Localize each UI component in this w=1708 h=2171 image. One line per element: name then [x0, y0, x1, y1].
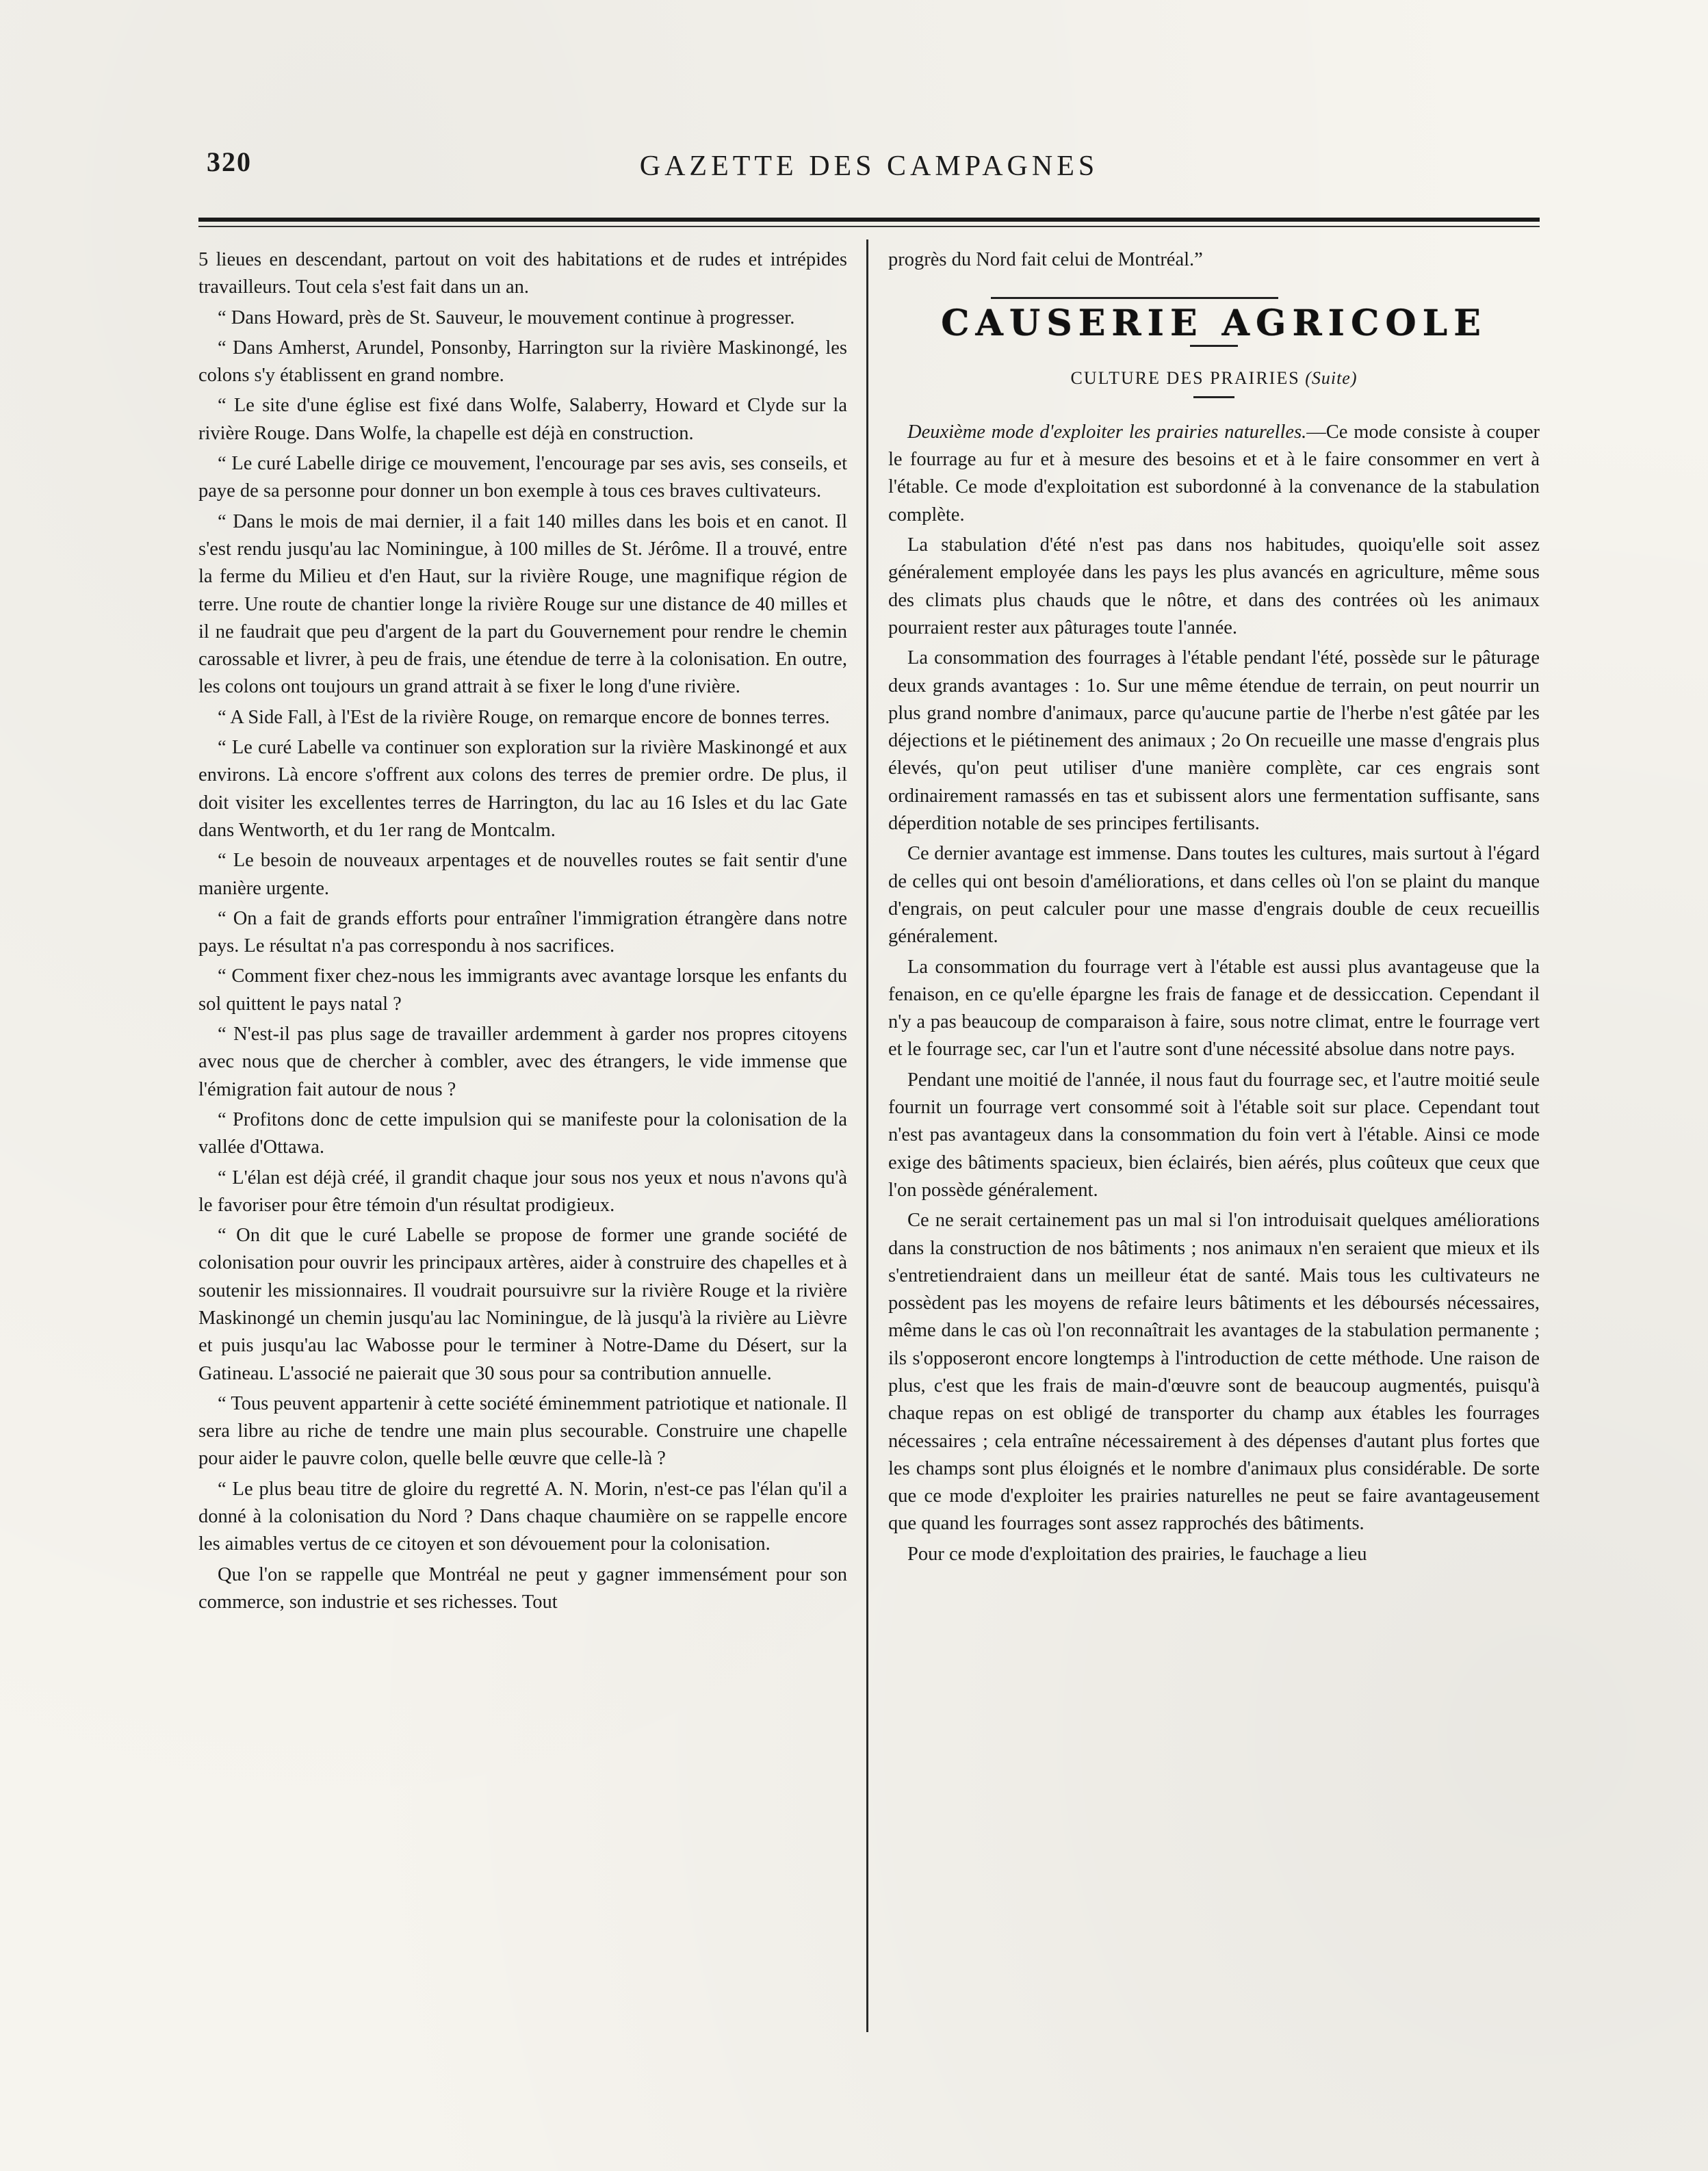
continuation-line: progrès du Nord fait celui de Montréal.” — [888, 249, 1203, 270]
left-paragraph: “ N'est-il pas plus sage de travailler ardemment à garder nos propres citoyens avec nous que de chercher à combler, avec des étrangers, le vide immense que l'émigration fait autour de nous ? — [198, 1024, 847, 1100]
page-number: 320 — [207, 146, 252, 177]
right-paragraph: Ce ne serait certainement pas un mal si l'on introduisait quelques améliorations dans la construction de nos bâtiments ; nos animaux n'en seraient que mieux et ils s'entretiendraient dans un meilleur état de santé. Mais tous les cultivateurs ne possèdent pas les moyens de refaire leurs bâtiments et les déboursés nécessaires, même dans le cas où l'on reconnaîtrait les avantages de la stabulation permanente ; ils s'opposeront encore longtemps à l'introduction de cette méthode. Une raison de plus, c'est que les frais de main-d'œuvre sont de beaucoup augmentés, puisqu'à chaque repas on est obligé de transporter du champ aux étables les fourrages nécessaires ; cela entraîne nécessairement à des dépenses d'autant plus fortes que les champs sont plus éloignés et le nombre d'animaux plus considérable. De sorte que ce mode d'exploiter les prairies naturelles ne peut se faire avantageusement que quand les fourrages sont assez rapprochés des bâtiments. — [888, 1210, 1540, 1535]
left-paragraph: “ Dans Amherst, Arundel, Ponsonby, Harrington sur la rivière Maskinongé, les colons s'y établissent en grand nombre. — [198, 337, 847, 387]
left-paragraph: 5 lieues en descendant, partout on voit des habitations et de rudes et intrépides travailleurs. Tout cela s'est fait dans un an. — [198, 249, 847, 298]
left-paragraph: “ Tous peuvent appartenir à cette société éminemment patriotique et nationale. Il sera libre au riche de tendre une main plus secourable. Construire une chapelle pour aider le pauvre colon, quelle belle œuvre que celle-là ? — [198, 1392, 847, 1470]
right-paragraph: La stabulation d'été n'est pas dans nos habitudes, quoiqu'elle soit assez généralement employée dans les pays les plus avancés en agriculture, même sous des climats plus chauds que le nôtre, et dans des contrées où les animaux pourraient rester aux pâturages toute l'année. — [888, 534, 1540, 638]
right-paragraph: La consommation des fourrages à l'étable pendant l'été, possède sur le pâturage deux grands avantages : 1o. Sur une même étendue de terrain, on peut nourrir un plus grand nombre d'animaux, parce qu'aucune partie de l'herbe n'est gâtée par les déjections et le piétinement des animaux ; 2o On recueille une masse d'engrais plus élevés, qu'on peut utiliser d'une manière complète, car ces engrais sont ordinairement ramassés en tas et subissent alors une fermentation suffisante, sans déperdition notable de ses principes fertilisants. — [888, 647, 1540, 835]
left-paragraph: Que l'on se rappelle que Montréal ne peut y gagner immensément pour son commerce, son industrie et ses richesses. Tout — [198, 1563, 847, 1613]
section-title: CAUSERIE AGRICOLE — [941, 302, 1487, 345]
left-paragraph: “ L'élan est déjà créé, il grandit chaque jour sous nos yeux et nous n'avons qu'à le favoriser pour être témoin d'un résultat prodigieux. — [198, 1167, 847, 1216]
lead-italic: Deuxième mode d'exploiter les prairies naturelles. — [907, 421, 1307, 443]
section-divider — [991, 297, 1278, 299]
page-header — [198, 140, 1540, 202]
left-paragraph: “ Le site d'une église est fixé dans Wolfe, Salaberry, Howard et Clyde sur la rivière Rouge. Dans Wolfe, la chapelle est déjà en construction. — [198, 395, 847, 444]
left-paragraph: “ Dans Howard, près de St. Sauveur, le mouvement continue à progresser. — [218, 307, 795, 328]
subtitle-underline — [1193, 396, 1234, 398]
header-rule-thick — [198, 218, 1540, 222]
left-paragraph: “ Le curé Labelle va continuer son exploration sur la rivière Maskinongé et aux environs. Là encore s'offrent aux colons des terres de premier ordre. De plus, il doit visiter les excellentes terres de Harrington, du lac au 16 Isles et du lac Gate dans Wentworth, et du 1er rang de Montcalm. — [198, 737, 847, 841]
column-separator — [866, 239, 868, 2032]
right-paragraph: Pour ce mode d'exploitation des prairies, le fauchage a lieu — [907, 1543, 1367, 1565]
title-underline — [1190, 345, 1238, 347]
left-paragraph: “ Comment fixer chez-nous les immigrants avec avantage lorsque les enfants du sol quittent le pays natal ? — [198, 965, 847, 1015]
left-paragraph: “ Le curé Labelle dirige ce mouvement, l'encourage par ses avis, ses conseils, et paye de sa personne pour donner un bon exemple à tous ces braves cultivateurs. — [198, 453, 847, 502]
left-paragraph: “ On dit que le curé Labelle se propose de former une grande société de colonisation pour ouvrir les principaux artères, aider à construire des chapelles et à soutenir les missionnaires. Il voudrait poursuivre sur la rivière Rouge et la rivière Maskinongé un chemin jusqu'au lac Nominingue, de là jusqu'à la rivière au Lièvre et puis jusqu'au lac Wabosse pour le terminer à Notre-Dame du Désert, sur la Gatineau. L'associé ne paierait que 30 sous pour sa contribution annuelle. — [198, 1225, 847, 1384]
left-paragraph: “ On a fait de grands efforts pour entraîner l'immigration étrangère dans notre pays. Le résultat n'a pas correspondu à nos sacrifices. — [198, 907, 847, 957]
right-paragraph-lead — [888, 419, 1540, 529]
left-paragraph: “ Le plus beau titre de gloire du regretté A. N. Morin, n'est-ce pas l'élan qu'il a donné à la colonisation du Nord ? Dans chaque chaumière on se rappelle encore les aimables vertus de ce citoyen et son dévouement pour la colonisation. — [198, 1478, 847, 1555]
left-column — [198, 246, 847, 1619]
journal-title: GAZETTE DES CAMPAGNES — [639, 151, 1099, 182]
right-paragraph: La consommation du fourrage vert à l'étable est aussi plus avantageuse que la fenaison, en ce qu'elle épargne les frais de fanage et de dessiccation. Cependant il n'y a pas beaucoup de comparaison à faire, sous notre climat, entre le fourrage vert et le fourrage sec, car l'un et l'autre sont d'une nécessité absolue dans notre pays. — [888, 956, 1540, 1061]
left-paragraph: “ A Side Fall, à l'Est de la rivière Rouge, on remarque encore de bonnes terres. — [218, 706, 830, 728]
subtitle-suite: (Suite) — [1305, 367, 1358, 388]
right-column — [888, 246, 1540, 1571]
subtitle-main: CULTURE DES PRAIRIES — [1070, 367, 1300, 388]
right-paragraph: Ce dernier avantage est immense. Dans toutes les cultures, mais surtout à l'égard de celles qui ont besoin d'améliorations, et dans celles où l'on se plaint du manque d'engrais, on peut calculer pour une masse d'engrais double de ceux recueillis généralement. — [888, 843, 1540, 948]
header-rule-thin — [198, 226, 1540, 227]
left-paragraph: “ Profitons donc de cette impulsion qui se manifeste pour la colonisation de la vallée d'Ottawa. — [198, 1108, 847, 1158]
lead-text: —Ce mode consiste à couper le fourrage au fur et à mesure des besoins et et à le faire consommer en vert à l'étable. Ce mode d'exploitation est subordonné à la convenance de la stabulation complète. — [888, 421, 1540, 525]
section-subtitle — [888, 365, 1540, 392]
left-paragraph: “ Le besoin de nouveaux arpentages et de nouvelles routes se fait sentir d'une manière urgente. — [198, 850, 847, 899]
left-paragraph: “ Dans le mois de mai dernier, il a fait 140 milles dans les bois et en canot. Il s'est rendu jusqu'au lac Nominingue, à 100 milles de St. Jérôme. Il a trouvé, entre la ferme du Milieu et d'en Haut, sur la rivière Rouge, une magnifique région de terre. Une route de chantier longe la rivière Rouge sur une distance de 40 milles et il ne faudrait que peu d'argent de la part du Gouvernement pour rendre le chemin carossable et livrer, à peu de frais, une étendue de terre à la colonisation. En outre, les colons ont toujours un grand attrait à se fixer le long d'une rivière. — [198, 510, 847, 698]
right-paragraph: Pendant une moitié de l'année, il nous faut du fourrage sec, et l'autre moitié seule fournit un fourrage vert consommé soit à l'étable soit sur place. Cependant tout n'est pas avantageux dans la consommation du foin vert à l'étable. Ainsi ce mode exige des bâtiments spacieux, bien éclairés, bien aérés, plus coûteux que ceux que l'on possède généralement. — [888, 1069, 1540, 1201]
